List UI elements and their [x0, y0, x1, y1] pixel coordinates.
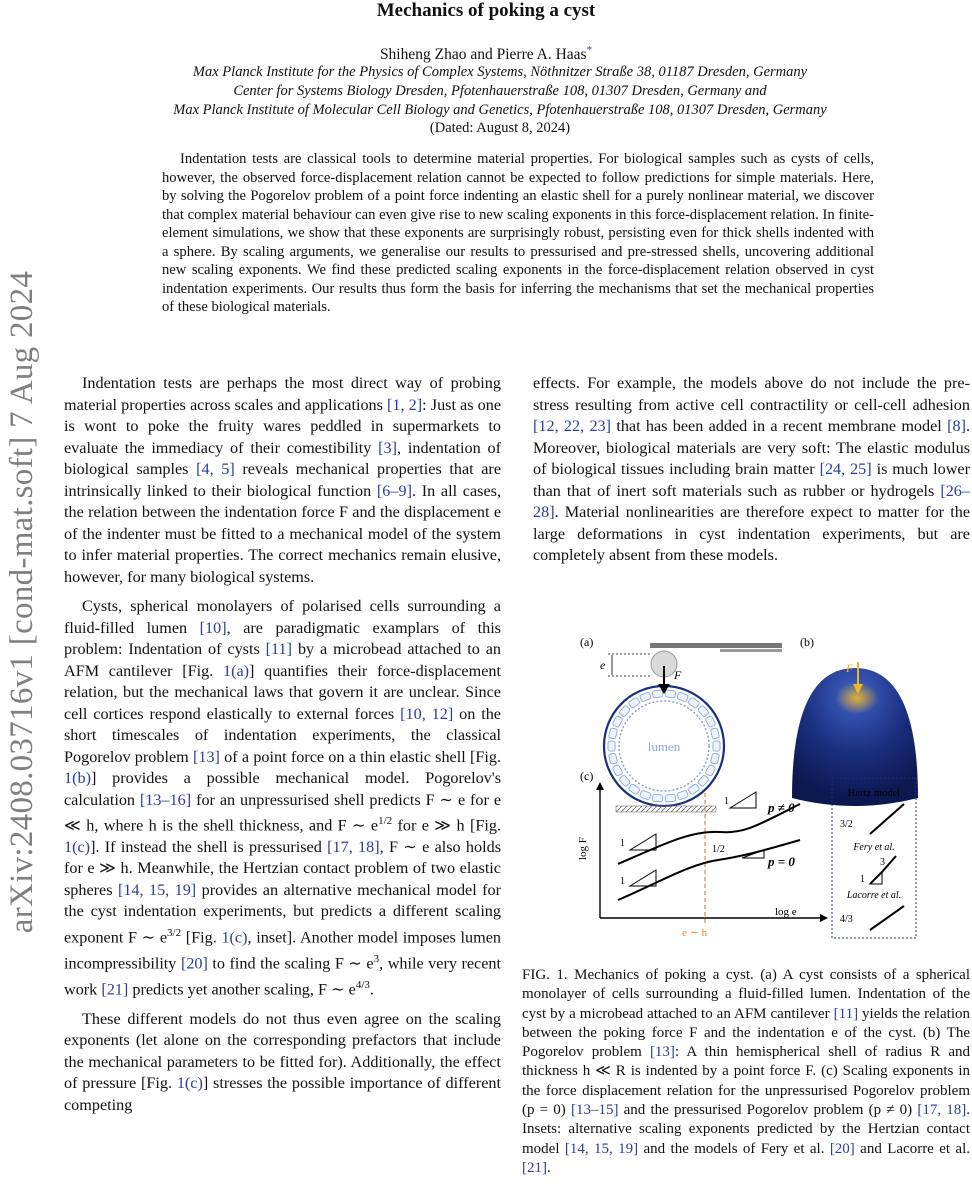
cell: [608, 741, 615, 751]
text-run: and the models of Fery et al.: [638, 1140, 830, 1157]
lacorre-line: [870, 906, 904, 930]
citation-link[interactable]: [20]: [829, 1140, 855, 1157]
text-run: and the pressurised Pogorelov problem (p ≠ 0): [618, 1102, 918, 1119]
author-names: Shiheng Zhao and Pierre A. Haas: [379, 46, 587, 64]
lumen-label: lumen: [647, 739, 681, 754]
figure-ref-link[interactable]: 1(c): [64, 837, 91, 856]
force-label-b: F: [846, 661, 854, 675]
right-paragraph-1: [533, 373, 970, 567]
panel-a-label: (a): [580, 635, 594, 649]
cantilever: [650, 643, 782, 648]
text-run: .: [369, 980, 374, 999]
curve-unpressurised: [618, 840, 800, 900]
text-run: . In all cases, the relation between the indentation force F and the displacement e of the indenter must be fitted to a mechanical model of the system to infer material properties. The correct mechanics remain elusive, however, for many biological systems.: [64, 481, 501, 586]
citation-link[interactable]: [10, 12]: [400, 704, 454, 723]
text-run: , inset]. Another model imposes lumen incompressibility: [64, 928, 501, 973]
fery-slope-top: 3: [880, 857, 885, 868]
text-run: ]. If instead the shell is pressurised: [90, 837, 328, 856]
cantilever-tip: [720, 649, 782, 652]
citation-link[interactable]: [1, 2]: [387, 395, 423, 414]
text-run: FIG. 1. Mechanics of poking a cyst. (a) A cyst consists of a spherical monolayer of cells surrounding a fluid-filled lumen. Indentation of the cyst by a microbead attached to an AFM cantilever: [522, 967, 970, 1022]
slope-label-upper-left: 1: [620, 838, 625, 849]
citation-link[interactable]: [6–9]: [376, 481, 412, 500]
panel-b-label: (b): [800, 635, 814, 649]
label-p-zero: p = 0: [768, 854, 795, 869]
citation-link[interactable]: [21]: [522, 1159, 547, 1176]
y-axis-label: log F: [577, 837, 589, 860]
affiliation-3: Max Planck Institute of Molecular Cell Biology and Genetics, Pfotenhauerstraße 108, 01307 Dresden, Germany: [173, 102, 827, 118]
exponent: 3: [373, 952, 380, 965]
left-paragraph-3: [64, 1009, 501, 1117]
text-run: reveals mechanical properties that are intrinsically linked to their biological function: [64, 460, 502, 500]
cell: [665, 794, 676, 802]
citation-link[interactable]: [24, 25]: [819, 460, 872, 478]
citation-link[interactable]: [13–15]: [570, 1102, 619, 1119]
y-axis-arrow: [596, 782, 604, 790]
figure-ref-link[interactable]: 1(c): [221, 928, 248, 947]
figure-caption: [522, 966, 970, 1178]
x-axis-arrow: [820, 914, 828, 922]
citation-link[interactable]: [11]: [833, 1005, 859, 1022]
slope-label-lower-left: 1: [620, 876, 625, 887]
text-run: by a microbead attached to an AFM cantilever [Fig.: [64, 640, 501, 680]
hemisphere-illustration: [792, 661, 918, 806]
text-run: for e ≫ h [Fig.: [392, 816, 501, 835]
fery-triangle: [870, 872, 882, 884]
abstract: Indentation tests are classical tools to determine material properties. For biological samples such as cysts of cells, however, the observed force-displacement relation cannot be expected to follow predictions for simple materials. Here, by solving the Pogorelov problem of a point force indenting an elastic shell for a purely nonlinear material, we discover that complex material behaviour can even give rise to new scaling exponents in this force-displacement relation. In finite-element simulations, we show that these exponents are surprisingly robust, persisting even for thick shells indented with a sphere. By scaling arguments, we generalise our results to pressurised and pre-stressed shells, uncovering additional new scaling exponents. We find these predicted scaling exponents in the force-displacement relation observed in cyst indentation experiments. Our results thus form the basis for inferring the mechanisms that set the mechanical properties of these biological materials.: [162, 151, 874, 315]
citation-link[interactable]: [8]: [947, 417, 966, 435]
cell: [652, 794, 663, 802]
citation-link[interactable]: [14, 15, 19]: [564, 1140, 639, 1157]
text-run: . Moreover, biological materials are very soft: The elastic modulus of biological tissues including brain matter: [533, 417, 971, 478]
label-p-nonzero: p ≠ 0: [768, 800, 795, 815]
left-paragraph-2: [64, 596, 501, 1001]
citation-link[interactable]: [12, 22, 23]: [533, 417, 612, 435]
text-run: and Lacorre et al.: [854, 1140, 970, 1157]
scaling-plot: [577, 782, 828, 939]
citation-link[interactable]: [21]: [101, 980, 129, 999]
citation-link[interactable]: [4, 5]: [196, 460, 235, 478]
slope-label-half: 1/2: [712, 844, 725, 855]
x-axis-label: log e: [775, 906, 797, 918]
panel-c-label: (c): [580, 769, 594, 783]
inset-fery-title: Fery et al.: [853, 842, 895, 853]
paper-title: Mechanics of poking a cyst: [376, 0, 596, 21]
substrate: [616, 806, 716, 812]
figure-1: [570, 628, 920, 950]
inset-lacorre-title: Lacorre et al.: [846, 890, 902, 901]
text-run: to find the scaling F ∼ e: [207, 954, 374, 973]
exponent: 4/3: [355, 978, 370, 991]
lacorre-slope-label: 4/3: [840, 914, 853, 925]
citation-link[interactable]: [17, 18]: [917, 1102, 967, 1119]
arxiv-stamp: [2, 232, 42, 972]
text-run: These different models do not thus even agree on the scaling exponents (let alone on the corresponding prefactors that include the mechanical parameters to be fitted for). Additionally, the effect of pressure [Fig.: [64, 1009, 501, 1093]
text-run: ] quantifies their force-displacement relation, but the mechanical laws that govern it are unclear. Since cell cortices respond elastically to external forces: [64, 661, 501, 723]
text-run: . Insets: alternative scaling exponents predicted by the Hertzian contact model: [522, 1102, 971, 1157]
text-run: Cysts, spherical monolayers of polarised cells surrounding a fluid-filled lumen: [64, 597, 501, 637]
citation-link[interactable]: [20]: [180, 954, 208, 973]
cyst-illustration: [600, 643, 782, 812]
text-run: predicts yet another scaling, F ∼ e: [128, 980, 356, 999]
text-run: for an unpressurised shell predicts F ∼ e for e ≪ h, where h is the shell thickness, and F ∼ e: [64, 790, 502, 835]
text-run: ] stresses the possible importance of different competing: [64, 1074, 501, 1114]
slope-triangle-upper-left: [630, 834, 656, 850]
e-h-label: e ∼ h: [682, 927, 708, 939]
text-run: is much lower than that of inert soft materials such as rubber or hydrogels: [533, 460, 970, 500]
citation-link[interactable]: [14, 15, 19]: [117, 880, 197, 899]
text-run: ] provides a possible mechanical model. Pogorelov's calculation: [64, 769, 501, 809]
affiliation-2: Center for Systems Biology Dresden, Pfotenhauerstraße 108, 01307 Dresden, Germany and: [233, 83, 767, 99]
text-run: , indentation of biological samples: [64, 438, 502, 478]
citation-link[interactable]: [13]: [649, 1044, 675, 1061]
inset-hertz-title: Hertz model: [847, 788, 901, 799]
left-paragraph-1: [64, 373, 501, 588]
text-run: of a point force on a thin elastic shell [Fig.: [219, 747, 501, 766]
text-run: effects. For example, the models above do not include the pre-stress resulting from active cell contractility or cell-cell adhesion: [533, 374, 970, 414]
text-run: , while very recent work: [64, 954, 502, 999]
exponent: 3/2: [167, 926, 182, 939]
hertz-slope-label: 3/2: [840, 819, 853, 830]
citation-link[interactable]: [3]: [378, 438, 398, 457]
force-label-a: F: [674, 668, 682, 682]
authors: [0, 44, 972, 64]
arxiv-id: arXiv:2408.03716v1 [cond-mat.soft] 7 Aug 2024: [4, 270, 40, 934]
figure-ref-link[interactable]: 1(c): [176, 1074, 203, 1093]
cell: [652, 690, 663, 698]
cell: [665, 690, 676, 698]
slope-label-upper-right: 1: [724, 796, 729, 807]
text-run: yields the relation between the poking force F and the indentation e of the cyst. (b) The Pogorelov problem: [522, 1005, 970, 1061]
figure-ref-link[interactable]: 1(a): [222, 661, 250, 680]
indentation-label: e: [600, 658, 606, 672]
text-run: on the short timescales of indentation experiments, the classical Pogorelov problem: [64, 704, 501, 766]
text-run: , F ∼ e also holds for e ≫ h. Meanwhile, the Hertzian contact problem of two elastic spheres: [64, 837, 502, 899]
text-run: that has been added in a recent membrane model: [611, 417, 948, 435]
exponent: 1/2: [378, 815, 393, 827]
hertz-line: [870, 804, 904, 834]
citation-link[interactable]: [17, 18]: [327, 837, 380, 856]
citation-link[interactable]: [10]: [199, 618, 227, 637]
figure-ref-link[interactable]: 1(b): [64, 769, 91, 787]
text-run: Indentation tests are perhaps the most direct way of probing material properties across scales and applications: [64, 374, 501, 414]
left-column: [64, 373, 501, 1116]
citation-link[interactable]: [13]: [192, 747, 220, 766]
citation-link[interactable]: [13–16]: [139, 790, 192, 809]
text-run: : Just as one is wont to poke the fruity wares peddled in supermarkets to evaluate the immediacy of their comestibility: [64, 395, 502, 457]
text-run: . Material nonlinearities are therefore expect to matter for the large deformations in cyst indentation experiments, but are completely absent from these models.: [533, 503, 970, 564]
text-run: , are paradigmatic examplars of this problem: Indentation of cysts: [64, 618, 501, 658]
text-run: provides an alternative mechanical model for the cyst indentation experiments, but predicts a different scaling exponent F ∼ e: [64, 880, 501, 947]
cell: [713, 741, 720, 751]
right-column: [533, 373, 970, 567]
text-run: : A thin hemispherical shell of radius R and thickness h ≪ R is indented by a point force F. (c) Scaling exponents in the force displacement relation for the unpressurised Pogorelov problem (p = 0): [522, 1044, 970, 1119]
citation-link[interactable]: [26–28]: [533, 481, 970, 521]
text-run: [Fig.: [181, 928, 222, 947]
author-footnote-mark[interactable]: *: [586, 44, 593, 56]
affiliation-1: Max Planck Institute for the Physics of Complex Systems, Nöthnitzer Straße 38, 01187 Dresden, Germany: [192, 64, 808, 80]
text-run: .: [547, 1159, 551, 1176]
citation-link[interactable]: [11]: [265, 640, 293, 658]
fery-slope-side: 1: [860, 874, 865, 885]
slope-triangle-upper-right: [730, 792, 756, 808]
dated-line: (Dated: August 8, 2024): [429, 120, 571, 136]
